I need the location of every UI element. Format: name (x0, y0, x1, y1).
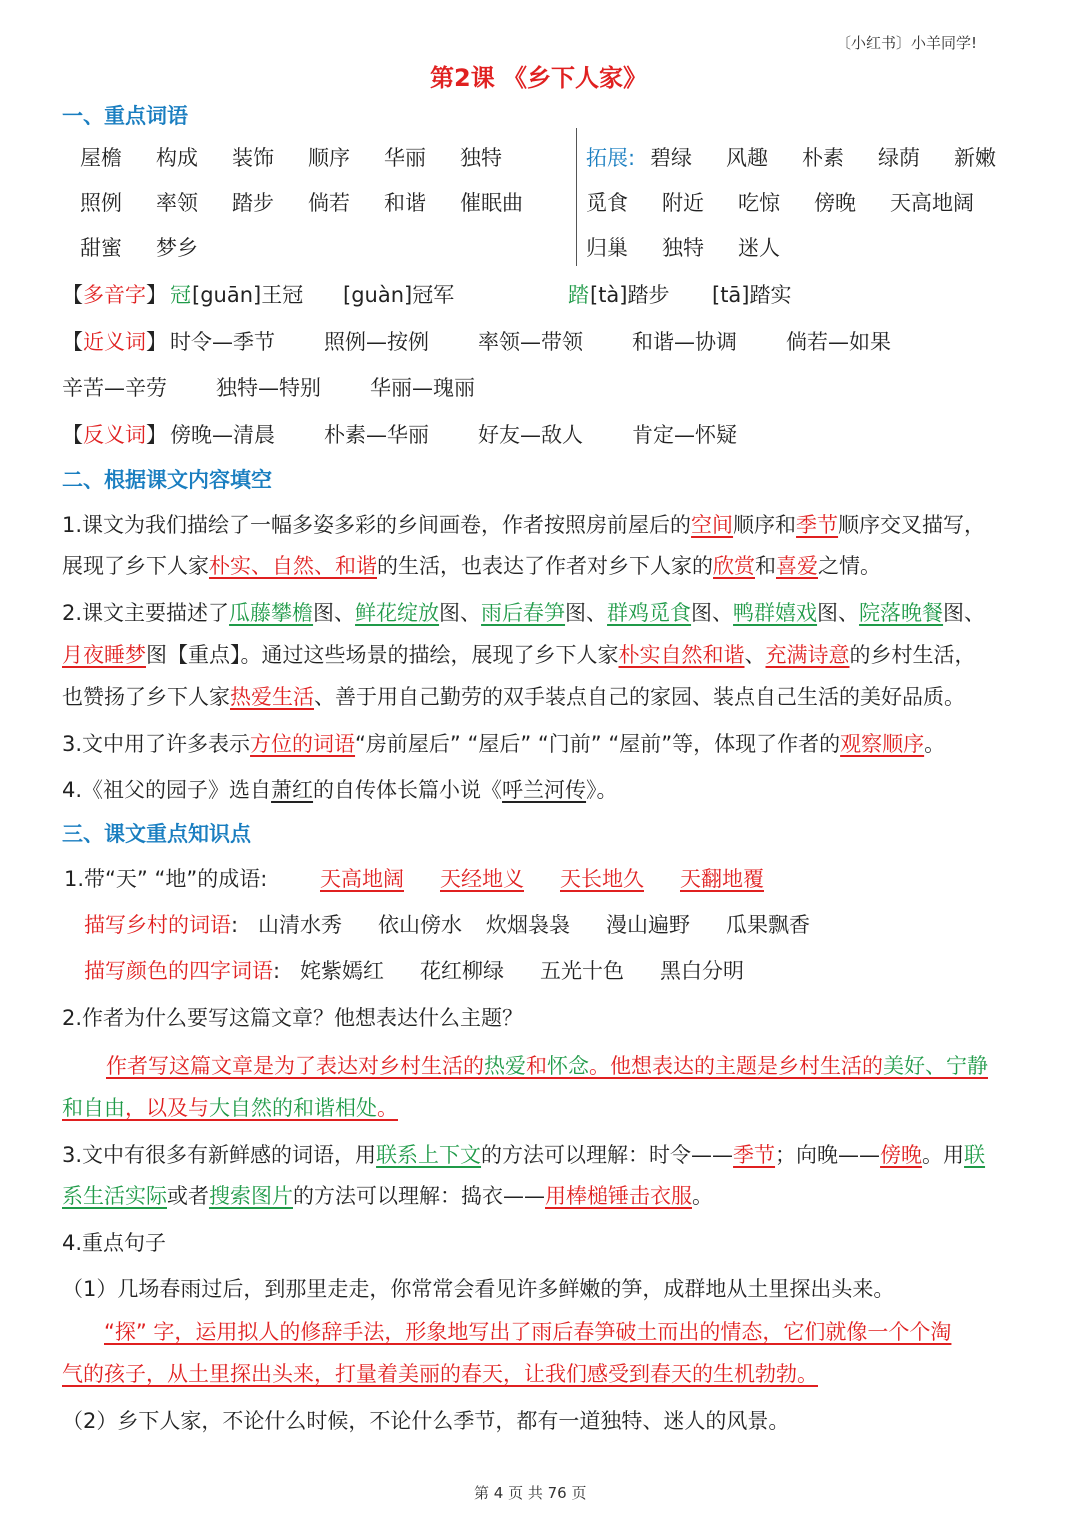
word: 华丽 (384, 146, 426, 170)
village-word: 瓜果飘香 (726, 913, 810, 937)
word: 屋檐 (80, 146, 122, 170)
answer-2-line-2: 和自由，以及与大自然的和谐相处。 (62, 1096, 398, 1120)
synonym-pair: 倘若—如果 (786, 330, 891, 354)
word: 和谐 (384, 191, 426, 215)
question-2: 2.作者为什么要写这篇文章？他想表达什么主题？ (62, 1006, 524, 1030)
word: 附近 (662, 191, 704, 215)
word: 傍晚 (814, 191, 856, 215)
word: 装饰 (232, 146, 274, 170)
word: 碧绿 (650, 146, 692, 170)
word: 梦乡 (156, 236, 198, 260)
polyphonic-reading: [tà]踏步 (590, 283, 670, 307)
idiom: 天长地久 (560, 867, 644, 891)
color-word: 五光十色 (540, 959, 624, 983)
synonym-pair: 率领—带领 (478, 330, 583, 354)
section-heading-2: 二、根据课文内容填空 (62, 468, 272, 492)
synonyms-label: 【近义词】 (62, 330, 167, 354)
idiom: 天翻地覆 (680, 867, 764, 891)
polyphonic-char: 冠 (170, 283, 191, 307)
page-title: 第2课 《乡下人家》 (430, 64, 648, 92)
word: 催眠曲 (460, 191, 523, 215)
fill-item-1-line-2: 展现了乡下人家朴实、自然、和谐的生活，也表达了作者对乡下人家的欣赏和喜爱之情。 (62, 554, 881, 578)
synonym-pair: 和谐—协调 (632, 330, 737, 354)
polyphonic-reading: [tā]踏实 (712, 283, 792, 307)
synonym-pair: 华丽—瑰丽 (370, 376, 475, 400)
polyphonic-reading: [guàn]冠军 (343, 283, 455, 307)
word: 绿荫 (878, 146, 920, 170)
village-word: 山清水秀 (258, 913, 342, 937)
antonym-pair: 朴素—华丽 (324, 423, 429, 447)
section-heading-1: 一、重点词语 (62, 104, 188, 128)
color-words-label: 描写颜色的四字词语: (84, 959, 281, 983)
key-sentence-2: （2）乡下人家，不论什么时候，不论什么季节，都有一道独特、迷人的风景。 (62, 1409, 790, 1433)
antonym-pair: 肯定—怀疑 (632, 423, 737, 447)
village-word: 漫山遍野 (606, 913, 690, 937)
fill-item-2-line-1: 2.课文主要描述了瓜藤攀檐图、鲜花绽放图、雨后春笋图、群鸡觅食图、鸭群嬉戏图、院落晚餐图、 (62, 601, 986, 625)
fill-item-3: 3.文中用了许多表示方位的词语“房前屋后” “屋后” “门前” “屋前”等，体现了作者的观察顺序。 (62, 732, 946, 756)
village-word: 依山傍水 (378, 913, 462, 937)
fill-item-1-line-1: 1.课文为我们描绘了一幅多姿多彩的乡间画卷，作者按照房前屋后的空间顺序和季节顺序交叉描写， (62, 513, 986, 537)
column-divider (576, 128, 577, 266)
word: 迷人 (738, 236, 780, 260)
polyphonic-reading: [guān]王冠 (192, 283, 304, 307)
question-3-line-1: 3.文中有很多有新鲜感的词语，用联系上下文的方法可以理解：时令——季节；向晚——傍晚。用联 (62, 1143, 986, 1167)
idiom-label: 1.带“天” “地”的成语: (64, 867, 268, 891)
page-number: 第 4 页 共 76 页 (474, 1484, 587, 1502)
key-sentence-1-note-line-1: “探” 字，运用拟人的修辞手法，形象地写出了雨后春笋破土而出的情态，它们就像一个个淘 (104, 1320, 952, 1344)
polyphonic-label: 【多音字】 (62, 283, 167, 307)
color-word: 花红柳绿 (420, 959, 504, 983)
fill-item-4: 4.《祖父的园子》选自萧红的自传体长篇小说《呼兰河传》。 (62, 778, 618, 802)
word: 率领 (156, 191, 198, 215)
word: 照例 (80, 191, 122, 215)
key-sentence-1-note-line-2: 气的孩子，从土里探出头来，打量着美丽的春天，让我们感受到春天的生机勃勃。 (62, 1362, 818, 1386)
word: 独特 (662, 236, 704, 260)
polyphonic-char: 踏 (568, 283, 589, 307)
word: 独特 (460, 146, 502, 170)
word: 归巢 (586, 236, 628, 260)
word: 风趣 (726, 146, 768, 170)
word: 吃惊 (738, 191, 780, 215)
color-word: 黑白分明 (660, 959, 744, 983)
fill-item-2-line-2: 月夜睡梦图【重点】。通过这些场景的描绘，展现了乡下人家朴实自然和谐、充满诗意的乡村生活， (62, 643, 976, 667)
synonym-pair: 辛苦—辛劳 (62, 376, 167, 400)
answer-2-line-1: 作者写这篇文章是为了表达对乡村生活的热爱和怀念。他想表达的主题是乡村生活的美好、宁静 (106, 1054, 988, 1078)
word: 甜蜜 (80, 236, 122, 260)
synonym-pair: 独特—特别 (216, 376, 321, 400)
antonyms-label: 【反义词】 (62, 423, 167, 447)
section-heading-3: 三、课文重点知识点 (62, 822, 251, 846)
synonym-pair: 照例—按例 (324, 330, 429, 354)
word: 顺序 (308, 146, 350, 170)
fill-item-2-line-3: 也赞扬了乡下人家热爱生活、善于用自己勤劳的双手装点自己的家园、装点自己生活的美好品质。 (62, 685, 965, 709)
expand-label: 拓展: (586, 146, 636, 170)
idiom: 天经地义 (440, 867, 524, 891)
word: 觅食 (586, 191, 628, 215)
watermark-text: 〔小红书〕小羊同学! (836, 34, 978, 52)
word: 新嫩 (954, 146, 996, 170)
word: 踏步 (232, 191, 274, 215)
synonym-pair: 时令—季节 (170, 330, 275, 354)
village-words-label: 描写乡村的词语: (84, 913, 239, 937)
word: 构成 (156, 146, 198, 170)
village-word: 炊烟袅袅 (486, 913, 570, 937)
question-3-line-2: 系生活实际或者搜索图片的方法可以理解：捣衣——用棒槌锤击衣服。 (62, 1184, 713, 1208)
word: 朴素 (802, 146, 844, 170)
key-sentence-1: （1）几场春雨过后，到那里走走，你常常会看见许多鲜嫩的笋，成群地从土里探出头来。 (62, 1277, 895, 1301)
question-4: 4.重点句子 (62, 1231, 167, 1255)
word: 天高地阔 (890, 191, 974, 215)
antonym-pair: 好友—敌人 (478, 423, 583, 447)
idiom: 天高地阔 (320, 867, 404, 891)
color-word: 姹紫嫣红 (300, 959, 384, 983)
word: 倘若 (308, 191, 350, 215)
antonym-pair: 傍晚—清晨 (170, 423, 275, 447)
